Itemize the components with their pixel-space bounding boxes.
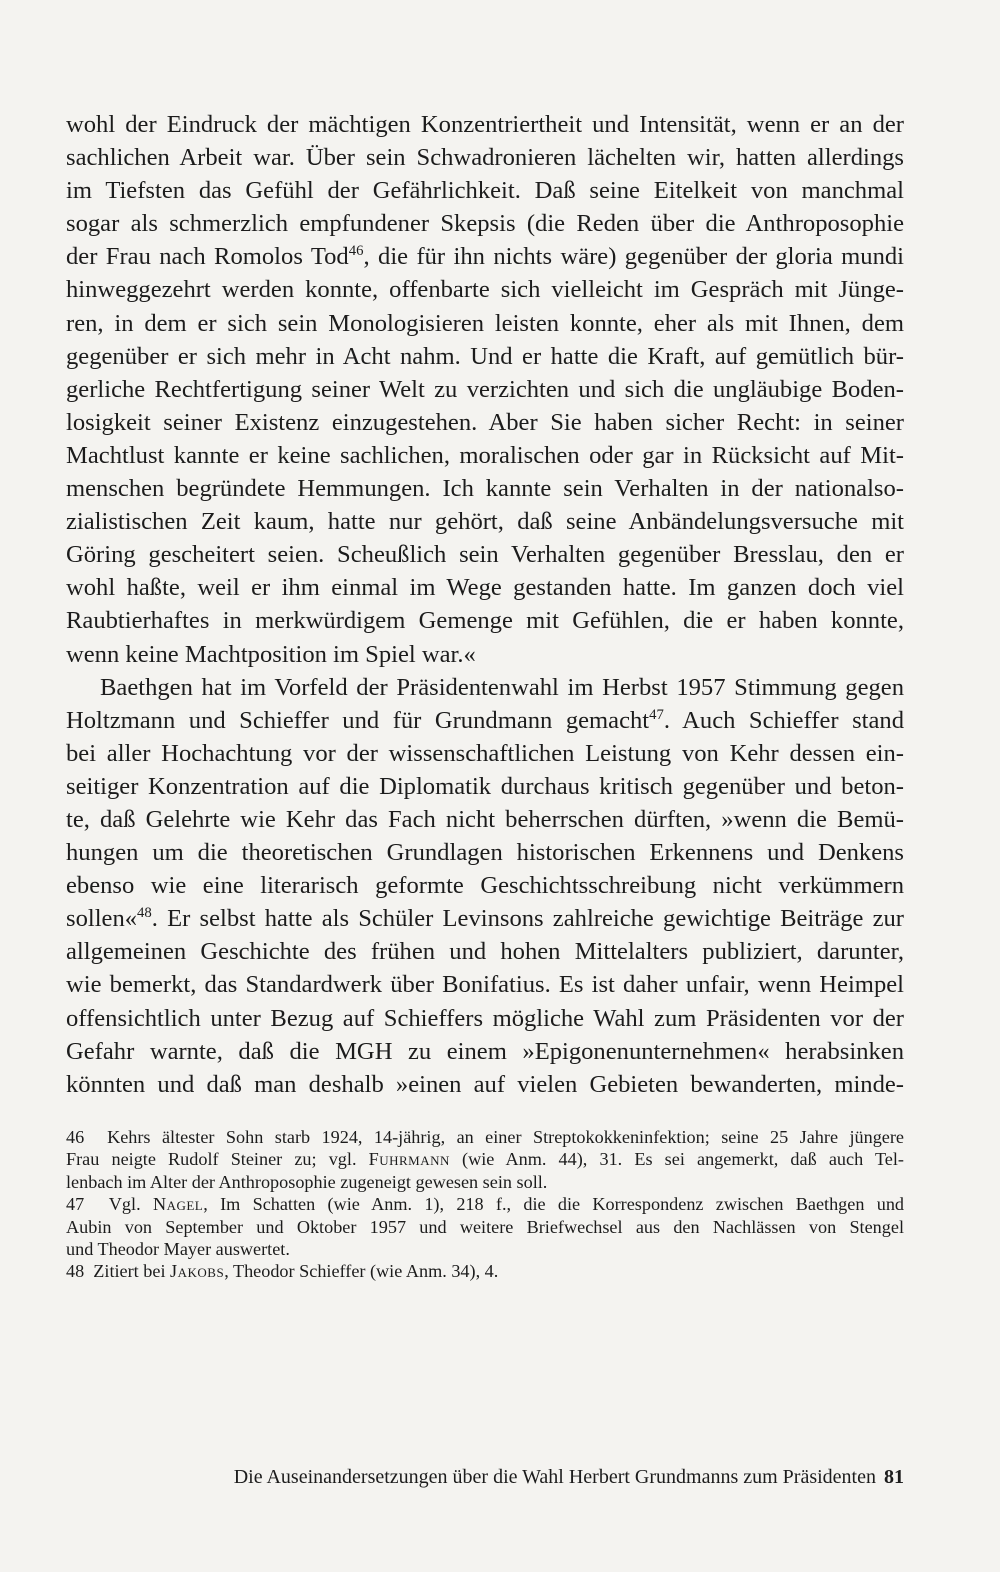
text-line: Machtlust kannte er keine sachlichen, moralischen oder gar in Rücksicht auf Mit- (66, 441, 904, 469)
text-line: offensichtlich unter Bezug auf Schieffers mögliche Wahl zum Präsidenten vor der (66, 1004, 904, 1032)
page-footer (180, 1464, 904, 1490)
text-line: ebenso wie eine literarisch geformte Geschichtsschreibung nicht verkümmern (66, 872, 904, 900)
footnote-line (66, 1148, 904, 1170)
page-number: 81 (884, 1466, 904, 1488)
text-fragment: , die für ihn nichts wäre) gegenüber der gloria mundi (363, 243, 904, 271)
text-line: Raubtierhaftes in merkwürdigem Gemenge mit Gefühlen, die er haben konnte, (66, 607, 904, 635)
text-line: gerliche Rechtfertigung seiner Welt zu verzichten und sich die ungläubige Boden- (66, 375, 904, 403)
text-line: Göring gescheitert seien. Scheußlich sein Verhalten gegenüber Bresslau, den er (66, 541, 904, 569)
text-line: im Tiefsten das Gefühl der Gefährlichkeit. Daß seine Eitelkeit von manchmal (66, 177, 904, 205)
running-title: Die Auseinandersetzungen über die Wahl Herbert Grundmanns zum Präsidenten (233, 1466, 876, 1488)
footnotes (66, 1126, 904, 1283)
paragraph-1 (66, 108, 904, 671)
text-line: könnten und daß man deshalb »einen auf vielen Gebieten bewanderten, minde- (66, 1070, 904, 1098)
text-line: zialistischen Zeit kaum, hatte nur gehört, daß seine Anbändelungsversuche mit (66, 508, 904, 536)
author-name: Fuhrmann (368, 1149, 450, 1170)
text-line: te, daß Gelehrte wie Kehr das Fach nicht beherrschen dürften, »wenn die Bemü- (66, 805, 904, 833)
text-line: losigkeit seiner Existenz einzugestehen. Aber Sie haben sicher Recht: in seiner (66, 408, 904, 436)
text-line: hinweggezehrt werden konnte, offenbarte sich vielleicht im Gespräch mit Jünge- (66, 276, 904, 304)
footnote-text: Frau neigte Rudolf Steiner zu; vgl. (66, 1149, 369, 1170)
footnote-line: Aubin von September und Oktober 1957 und weitere Briefwechsel aus den Nachlässen von Stengel (66, 1216, 904, 1237)
footnote-number: 47 (66, 1194, 85, 1215)
text-line: wohl haßte, weil er ihm einmal im Wege gestanden hatte. Im ganzen doch viel (66, 574, 904, 602)
author-name: Jakobs (170, 1261, 225, 1282)
text-line: sachlichen Arbeit war. Über sein Schwadronieren lächelten wir, hatten allerdings (66, 144, 904, 172)
footnote-text: Vgl. (108, 1194, 153, 1215)
footnote-line (66, 1260, 904, 1282)
text-line: gegenüber er sich mehr in Acht nahm. Und er hatte die Kraft, auf gemütlich bür- (66, 342, 904, 370)
text-line: menschen begründete Hemmungen. Ich kannte sein Verhalten in der nationalso- (66, 475, 904, 503)
text-line: hungen um die theoretischen Grundlagen historischen Erkennens und Denkens (66, 839, 904, 867)
text-fragment: Holtzmann und Schieffer und für Grundmann gemacht (66, 706, 650, 734)
text-line: wohl der Eindruck der mächtigen Konzentriertheit und Intensität, wenn er an der (66, 111, 904, 138)
text-line: Gefahr warnte, daß die MGH zu einem »Epigonenunternehmen« herabsinken (66, 1037, 904, 1065)
footnote-ref-46[interactable]: 46 (348, 243, 364, 260)
text-line: allgemeinen Geschichte des frühen und hohen Mittelalters publiziert, darunter, (66, 938, 904, 966)
text-line (66, 704, 904, 737)
footnote-text: Zitiert bei (93, 1261, 171, 1282)
text-line: wie bemerkt, das Standardwerk über Bonifatius. Es ist daher unfair, wenn Heimpel (66, 971, 904, 999)
footnote-ref-48[interactable]: 48 (137, 905, 152, 922)
footnote-text: Kehrs ältester Sohn starb 1924, 14-jährig, an einer Streptokokkeninfektion; seine 25 Jahre jüngere (107, 1127, 904, 1147)
paragraph-2 (66, 671, 904, 1101)
footnote-line: lenbach im Alter der Anthroposophie zugeneigt gewesen sein soll. (66, 1171, 548, 1192)
text-fragment: der Frau nach Romolos Tod (66, 243, 349, 271)
text-line: bei aller Hochachtung vor der wissenschaftlichen Leistung von Kehr dessen ein- (66, 739, 904, 767)
footnote-number: 48 (66, 1261, 85, 1282)
footnote-text: (wie Anm. 44), 31. Es sei angemerkt, daß auch Tel- (449, 1149, 904, 1170)
text-line: ren, in dem er sich sein Monologisieren leisten konnte, eher als mit Ihnen, dem (66, 309, 904, 337)
author-name: Nagel (152, 1194, 204, 1215)
footnote-47 (66, 1193, 904, 1260)
footnote-ref-47[interactable]: 47 (649, 706, 664, 723)
text-fragment: . Er selbst hatte als Schüler Levinsons zahlreiche gewichtige Beiträge zur (151, 905, 904, 933)
footnote-line (66, 1193, 904, 1215)
footnote-text: , Theodor Schieffer (wie Anm. 34), 4. (224, 1261, 499, 1282)
footnote-line (66, 1126, 904, 1148)
text-fragment: . Auch Schieffer stand (663, 706, 904, 734)
footnote-number: 46 (66, 1127, 85, 1147)
footnote-46 (66, 1126, 904, 1193)
text-line: wenn keine Machtposition im Spiel war.« (66, 640, 476, 668)
footnote-text: , Im Schatten (wie Anm. 1), 218 f., die die Korrespondenz zwischen Baethgen und (203, 1194, 904, 1215)
text-fragment: sollen« (66, 905, 138, 933)
text-line: sogar als schmerzlich empfundener Skepsis (die Reden über die Anthroposophie (66, 210, 904, 238)
text-line: seitiger Konzentration auf die Diplomatik durchaus kritisch gegenüber und beton- (66, 772, 904, 800)
footnote-48 (66, 1260, 904, 1282)
text-line (66, 902, 904, 935)
main-text (66, 108, 904, 1101)
text-line: Baethgen hat im Vorfeld der Präsidentenwahl im Herbst 1957 Stimmung gegen (100, 673, 904, 701)
text-line (66, 240, 904, 273)
footnote-line: und Theodor Mayer auswertet. (66, 1238, 290, 1259)
